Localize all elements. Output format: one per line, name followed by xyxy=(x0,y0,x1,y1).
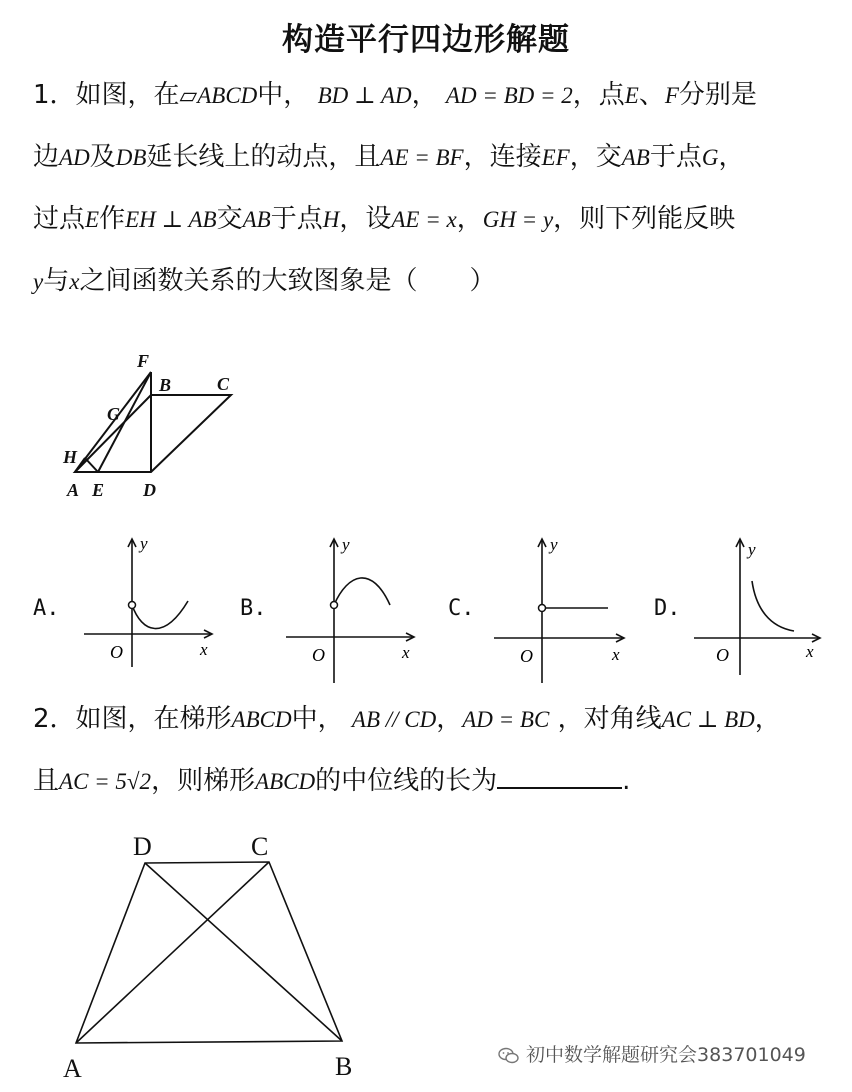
trap-label-d: D xyxy=(133,832,152,861)
fig-label-e: E xyxy=(92,480,105,500)
option-c-graph xyxy=(490,535,630,685)
fig-label-d: D xyxy=(143,480,156,500)
answer-blank xyxy=(497,765,622,789)
fig-label-h: H xyxy=(63,447,78,467)
svg-text:x: x xyxy=(806,642,814,661)
svg-text:x: x xyxy=(200,640,208,659)
svg-text:x: x xyxy=(402,643,410,662)
q2-trapezoid-figure xyxy=(55,825,375,1083)
fig-label-f: F xyxy=(137,351,150,371)
fig-label-b: B xyxy=(159,375,172,395)
option-b-label: B. xyxy=(240,596,267,621)
q1-line-3: 过点E作EH ⊥ AB交AB于点H，设AE = x，GH = y，则下列能反映 xyxy=(33,204,736,234)
svg-text:y: y xyxy=(342,535,350,554)
trap-label-c: C xyxy=(251,832,269,861)
watermark: 初中数学解题研究会383701049 xyxy=(498,1040,806,1067)
q1-line-1: 1．如图，在▱ABCD中， BD ⊥ AD， AD = BD = 2，点E、F分别是 xyxy=(33,80,757,110)
option-b-graph xyxy=(282,535,422,685)
svg-text:y: y xyxy=(550,535,558,554)
q2-line-2: 且AC = 5√2，则梯形ABCD的中位线的长为 . xyxy=(33,766,631,796)
wechat-icon xyxy=(498,1047,520,1065)
svg-text:x: x xyxy=(612,645,620,664)
option-d-graph xyxy=(690,535,830,680)
page-title: 构造平行四边形解题 xyxy=(282,22,570,58)
svg-text:O: O xyxy=(110,642,123,662)
q2-line-1: 2．如图，在梯形ABCD中， AB // CD，AD = BC ，对角线AC ⊥ BD， xyxy=(33,704,781,734)
option-d-label: D. xyxy=(654,596,681,621)
fig-label-g: G xyxy=(107,404,120,424)
option-c-label: C. xyxy=(448,596,475,621)
svg-text:O: O xyxy=(520,646,533,666)
trap-label-a: A xyxy=(63,1054,82,1083)
fig-label-a: A xyxy=(67,480,80,500)
q1-parallelogram-figure xyxy=(55,345,255,505)
trap-label-b: B xyxy=(335,1052,353,1081)
svg-text:O: O xyxy=(312,645,325,665)
option-a-label: A. xyxy=(33,596,60,621)
fig-label-c: C xyxy=(217,374,230,394)
q1-line-4: y与x之间函数关系的大致图象是（ ） xyxy=(33,266,496,296)
svg-text:y: y xyxy=(748,540,756,559)
svg-text:y: y xyxy=(140,535,148,553)
q1-line-2: 边AD及DB延长线上的动点，且AE = BF，连接EF，交AB于点G， xyxy=(33,142,745,172)
svg-text:O: O xyxy=(716,645,729,665)
option-a-graph xyxy=(80,535,220,670)
